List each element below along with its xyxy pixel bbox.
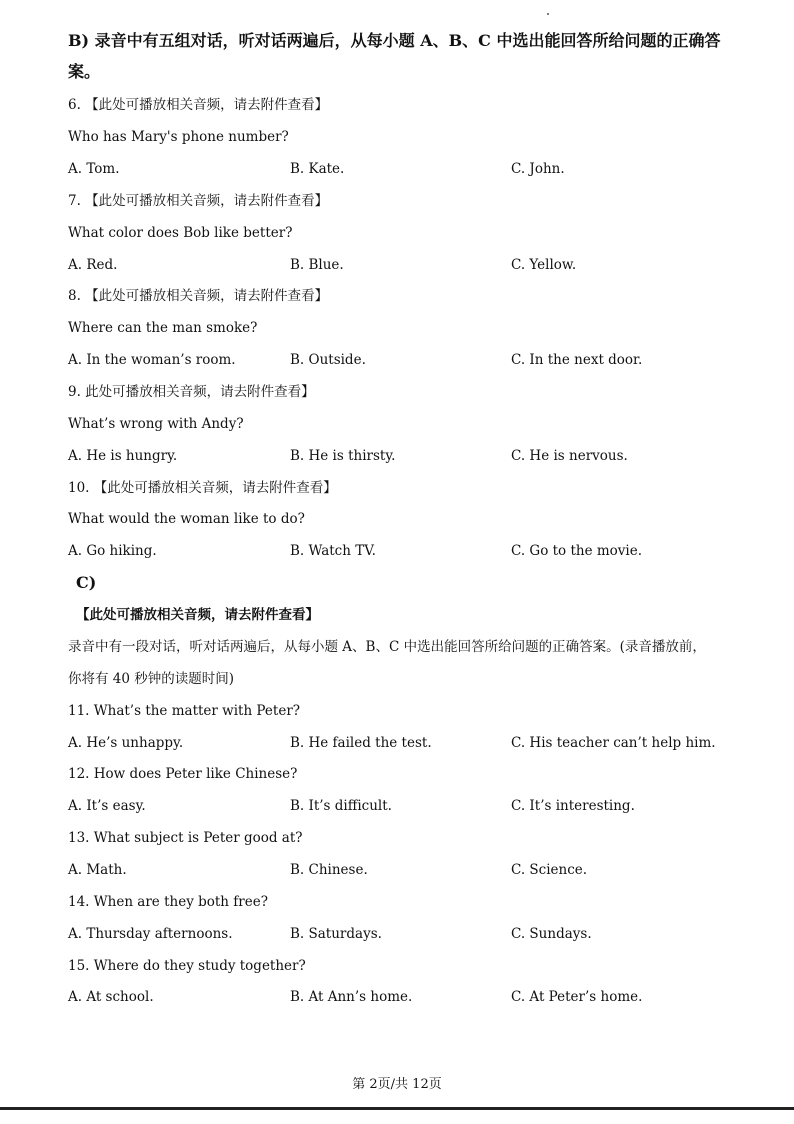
option-b: B. Outside. bbox=[290, 352, 366, 368]
question-text: Where can the man smoke? bbox=[68, 320, 258, 336]
option-c: C. Sundays. bbox=[511, 926, 592, 942]
option-c: C. He is nervous. bbox=[511, 448, 628, 464]
option-b: B. Blue. bbox=[290, 257, 344, 273]
question-text: 13. What subject is Peter good at? bbox=[68, 830, 303, 846]
option-b: B. Saturdays. bbox=[290, 926, 382, 942]
question-text: 15. Where do they study together? bbox=[68, 958, 306, 974]
audio-placeholder: 9. 此处可播放相关音频，请去附件查看】 bbox=[68, 384, 315, 400]
option-b: B. It’s difficult. bbox=[290, 798, 392, 814]
option-c: C. It’s interesting. bbox=[511, 798, 635, 814]
option-b: B. At Ann’s home. bbox=[290, 989, 413, 1005]
section-c-instruction-cont: 你将有 40 秒钟的读题时间) bbox=[68, 671, 235, 687]
option-a: A. In the woman’s room. bbox=[68, 352, 236, 368]
option-b: B. Watch TV. bbox=[290, 543, 376, 559]
question-text: What color does Bob like better? bbox=[68, 225, 293, 241]
option-c: C. His teacher can’t help him. bbox=[511, 735, 716, 751]
option-a: A. Go hiking. bbox=[68, 543, 157, 559]
option-c: C. Go to the movie. bbox=[511, 543, 643, 559]
audio-placeholder: 【此处可播放相关音频，请去附件查看】 bbox=[76, 607, 319, 623]
section-b-instruction-cont: 案。 bbox=[68, 62, 101, 81]
option-a: A. It’s easy. bbox=[68, 798, 146, 814]
section-c-instruction: 录音中有一段对话，听对话两遍后，从每小题 A、B、C 中选出能回答所给问题的正确答案。(录音播放前， bbox=[68, 639, 706, 655]
option-a: A. At school. bbox=[68, 989, 154, 1005]
scan-speck bbox=[547, 13, 549, 15]
option-a: A. Red. bbox=[68, 257, 118, 273]
question-text: 12. How does Peter like Chinese? bbox=[68, 766, 298, 782]
option-b: B. Kate. bbox=[290, 161, 345, 177]
option-b: B. He is thirsty. bbox=[290, 448, 396, 464]
option-c: C. Science. bbox=[511, 862, 588, 878]
audio-placeholder: 7. 【此处可播放相关音频，请去附件查看】 bbox=[68, 193, 329, 209]
option-a: A. He is hungry. bbox=[68, 448, 178, 464]
option-c: C. John. bbox=[511, 161, 565, 177]
section-b-instruction: B) 录音中有五组对话，听对话两遍后，从每小题 A、B、C 中选出能回答所给问题的正确答 bbox=[68, 31, 721, 50]
audio-placeholder: 6. 【此处可播放相关音频，请去附件查看】 bbox=[68, 97, 329, 113]
option-c: C. Yellow. bbox=[511, 257, 577, 273]
option-a: A. Math. bbox=[68, 862, 127, 878]
option-b: B. Chinese. bbox=[290, 862, 368, 878]
page-number: 第 2页/共 12页 bbox=[352, 1077, 442, 1092]
option-a: A. Thursday afternoons. bbox=[68, 926, 233, 942]
option-c: C. In the next door. bbox=[511, 352, 643, 368]
option-c: C. At Peter’s home. bbox=[511, 989, 643, 1005]
question-text: What’s wrong with Andy? bbox=[68, 416, 244, 432]
section-c-heading: C) bbox=[76, 573, 97, 592]
option-b: B. He failed the test. bbox=[290, 735, 432, 751]
question-text: What would the woman like to do? bbox=[68, 511, 305, 527]
question-text: 11. What’s the matter with Peter? bbox=[68, 703, 301, 719]
question-text: 14. When are they both free? bbox=[68, 894, 268, 910]
audio-placeholder: 10. 【此处可播放相关音频，请去附件查看】 bbox=[68, 480, 337, 496]
option-a: A. He’s unhappy. bbox=[68, 735, 184, 751]
question-text: Who has Mary's phone number? bbox=[68, 129, 289, 145]
bottom-rule bbox=[0, 1107, 794, 1110]
audio-placeholder: 8. 【此处可播放相关音频，请去附件查看】 bbox=[68, 288, 329, 304]
option-a: A. Tom. bbox=[68, 161, 120, 177]
